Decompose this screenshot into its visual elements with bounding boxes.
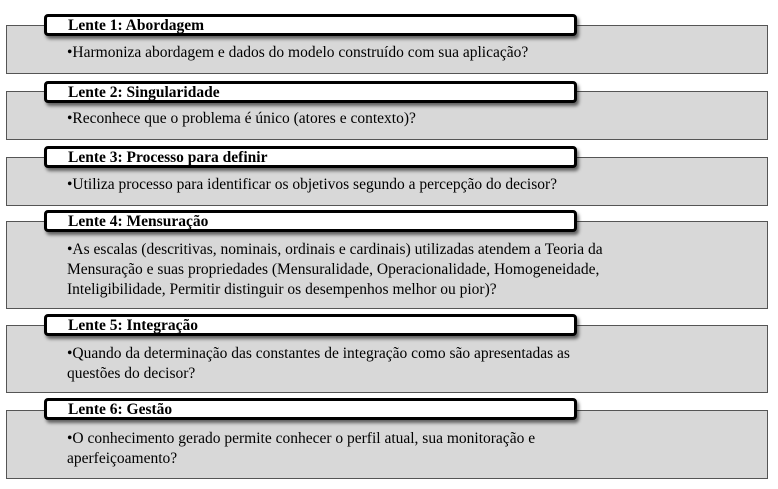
lens-1-text: •Harmoniza abordagem e dados do modelo construído com sua aplicação? [67, 44, 529, 61]
lens-2-header [44, 81, 577, 103]
lens-3-header [44, 146, 577, 168]
lens-2-title: Lente 2: Singularidade [68, 84, 220, 101]
lens-5-header [44, 314, 577, 336]
lens-2-text: •Reconhece que o problema é único (atores e contexto)? [67, 110, 416, 127]
lens-4-text: •As escalas (descritivas, nominais, ordinais e cardinais) utilizadas atendem a Teoria da Mensuração e suas propriedades (Mensuralidade, Operacionalidade, Homogeneidade, Inteligibilidade, Permitir distinguir os desempenhos melhor ou pior)? [67, 241, 603, 298]
lens-1-header [44, 14, 577, 36]
lens-4-title: Lente 4: Mensuração [68, 213, 209, 230]
lens-1-title: Lente 1: Abordagem [68, 17, 205, 34]
lens-3-title: Lente 3: Processo para definir [68, 149, 268, 166]
lens-6-title: Lente 6: Gestão [68, 401, 173, 418]
lens-6-body [6, 410, 768, 479]
lens-4-body [6, 221, 768, 309]
lens-6-header [44, 398, 577, 420]
lens-6-text: •O conhecimento gerado permite conhecer o perfil atual, sua monitoração e aperfeiçoamento? [67, 430, 536, 467]
lens-5-title: Lente 5: Integração [68, 317, 198, 334]
lens-4-header [44, 210, 577, 232]
lens-3-text: •Utiliza processo para identificar os objetivos segundo a percepção do decisor? [67, 176, 558, 193]
lens-5-text: •Quando da determinação das constantes de integração como são apresentadas as questões do decisor? [67, 345, 570, 382]
